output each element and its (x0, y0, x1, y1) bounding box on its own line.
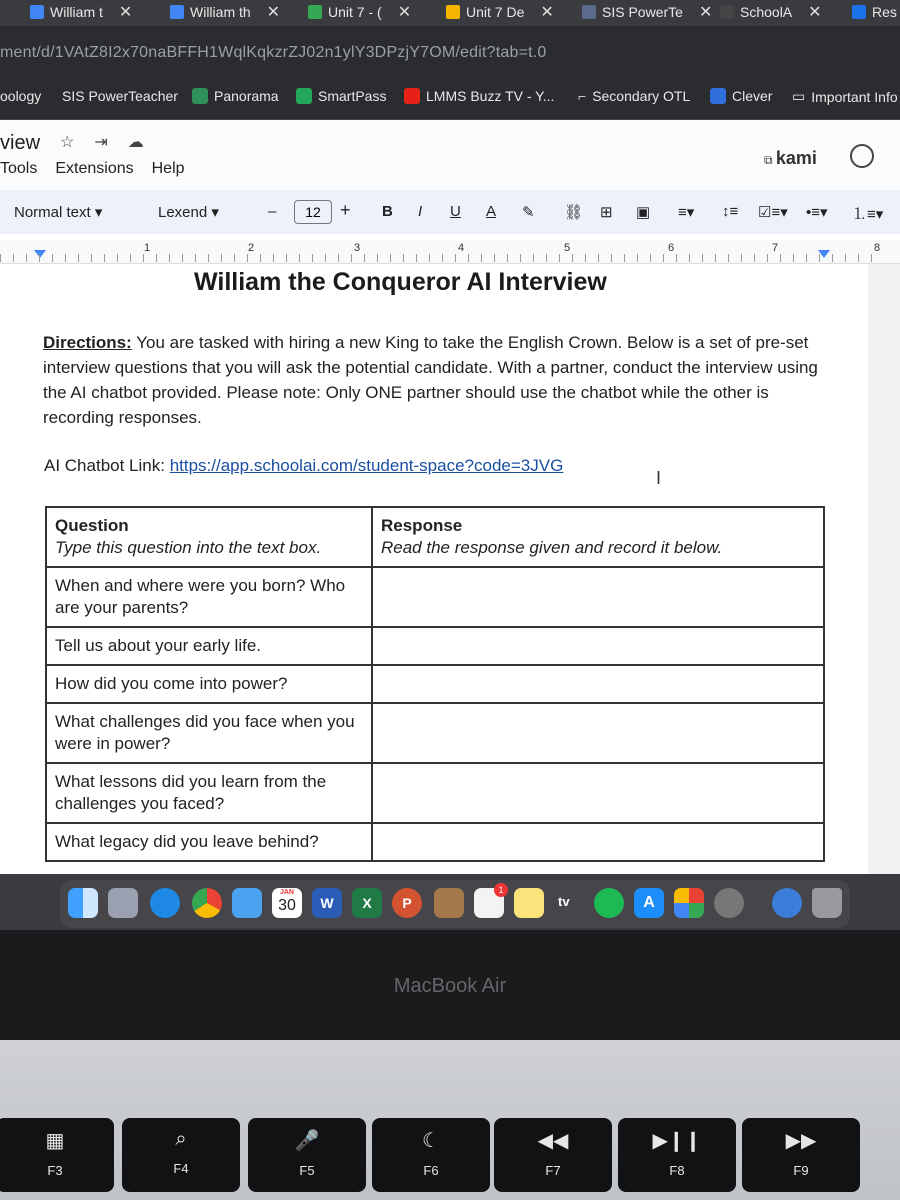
table-row (46, 567, 824, 627)
key-f7[interactable]: ◀◀ F7 (494, 1118, 612, 1192)
bullet-list-icon[interactable]: •≡▾ (806, 204, 828, 221)
close-tab-icon[interactable]: ✕ (266, 4, 281, 21)
bookmark-item[interactable]: LMMS Buzz TV - Y... (404, 88, 554, 104)
response-cell[interactable] (372, 823, 824, 861)
external-link-icon: ⧉ (764, 153, 776, 167)
ruler-number: 8 (874, 242, 881, 254)
calendar-icon[interactable]: JAN 30 (272, 888, 302, 918)
chatbot-link[interactable]: https://app.schoolai.com/student-space?code=3JVG (169, 456, 564, 475)
browser-tab[interactable]: Unit 7 - ( ✕ (308, 0, 411, 24)
browser-tab[interactable]: William t ✕ (30, 0, 132, 24)
key-f4[interactable]: ⌕ F4 (122, 1118, 240, 1192)
comment-icon[interactable]: ⊞ (600, 204, 613, 221)
line-spacing-icon[interactable]: ↕≡ (722, 203, 739, 220)
key-f5[interactable]: 🎤 F5 (248, 1118, 366, 1192)
ruler-number: 5 (564, 242, 571, 254)
highlight-icon[interactable]: ✎ (522, 204, 535, 221)
powerpoint-icon[interactable]: P (392, 888, 422, 918)
italic-button[interactable]: I (418, 203, 423, 220)
question-column-header[interactable]: Question Type this question into the text box. (46, 507, 372, 567)
response-column-header[interactable]: Response Read the response given and record it below. (372, 507, 824, 567)
ruler-number: 4 (458, 242, 465, 254)
system-settings-icon[interactable] (714, 888, 744, 918)
response-cell[interactable] (372, 665, 824, 703)
photos-icon[interactable] (674, 888, 704, 918)
close-tab-icon[interactable]: ✕ (540, 4, 554, 21)
question-cell[interactable]: What challenges did you face when you were in power? (46, 703, 372, 763)
browser-tab[interactable]: SchoolA ✕ (720, 0, 822, 24)
close-tab-icon[interactable]: ✕ (698, 4, 713, 21)
excel-icon[interactable]: X (352, 888, 382, 918)
ruler-number: 2 (248, 242, 255, 254)
table-header-row (46, 507, 824, 567)
underline-button[interactable]: U (450, 203, 461, 220)
bookmark-folder[interactable]: ▭ Important Info (792, 88, 898, 105)
contacts-icon[interactable] (434, 888, 464, 918)
moon-icon: ☾ (422, 1130, 440, 1152)
question-cell[interactable]: Tell us about your early life. (46, 627, 372, 665)
browser-tab[interactable]: William th ✕ (170, 0, 280, 24)
ruler-number: 7 (772, 242, 779, 254)
clever-icon (710, 88, 726, 104)
menu-extensions[interactable]: Extensions (55, 160, 134, 177)
close-tab-icon[interactable]: ✕ (118, 4, 133, 21)
increase-size-button[interactable]: + (340, 200, 351, 220)
rewind-icon: ◀◀ (537, 1130, 569, 1152)
laptop-brand: MacBook Air (393, 975, 507, 997)
panorama-icon (192, 88, 208, 104)
sis-icon (582, 5, 596, 19)
caret-down-icon: ▾ (211, 204, 219, 221)
key-f9[interactable]: ▶▶ F9 (742, 1118, 860, 1192)
notification-badge: 1 (494, 883, 508, 897)
formatting-toolbar (0, 190, 900, 234)
docs-icon (30, 5, 44, 19)
microphone-icon: 🎤 (294, 1130, 320, 1152)
youtube-icon (404, 88, 420, 104)
question-cell[interactable]: How did you come into power? (46, 665, 372, 703)
mission-control-icon: ▦ (45, 1130, 65, 1152)
spotify-icon[interactable] (594, 888, 624, 918)
font-size-input[interactable]: 12 (294, 200, 332, 224)
bookmark-item[interactable]: Clever (710, 88, 772, 104)
ruler (0, 240, 900, 264)
folder-icon: ▭ (792, 88, 806, 104)
url-text[interactable]: ment/d/1VAtZ8I2x70naBFFH1WqlKqkzrZJ02n1ylY3DPzjY7OM/edit?tab=t.0 (0, 44, 547, 61)
chrome-icon[interactable] (192, 888, 222, 918)
kami-button[interactable]: ⧉ kami (764, 148, 817, 168)
browser-tab-strip (0, 0, 900, 26)
menu-help[interactable]: Help (151, 160, 185, 177)
bookmark-item[interactable]: SIS PowerTeacher (62, 88, 178, 104)
docs-header (0, 120, 900, 190)
globe-icon[interactable] (772, 888, 802, 918)
directions-text: You are tasked with hiring a new King to take the English Crown. Below is a set of pre-set interview questions that you will ask the potential candidate. With a partner, conduct the interview using the AI chatbot provided. Please note: Only ONE partner should use the chatbot while the other is recording responses. (43, 333, 818, 427)
document-page[interactable] (0, 264, 868, 874)
response-cell[interactable] (372, 627, 824, 665)
question-cell[interactable]: When and where were you born? Who are your parents? (46, 567, 372, 627)
response-cell[interactable] (372, 763, 824, 823)
clever-icon (852, 5, 866, 19)
star-icon[interactable]: ☆ (60, 134, 75, 151)
bookmark-item[interactable]: Panorama (192, 88, 279, 104)
docs-icon (170, 5, 184, 19)
history-icon[interactable] (850, 144, 874, 168)
apple-tv-icon[interactable]: tv (558, 894, 570, 909)
bold-button[interactable]: B (382, 203, 393, 220)
finder-icon[interactable] (68, 888, 98, 918)
browser-tab[interactable]: SIS PowerTe ✕ (582, 0, 712, 24)
table-row (46, 627, 824, 665)
otl-icon: ⌐ (578, 88, 587, 104)
document-heading: William the Conqueror AI Interview (194, 268, 607, 296)
close-tab-icon[interactable]: ✕ (397, 4, 412, 21)
doc-title-fragment[interactable]: view (0, 132, 41, 154)
directions-paragraph (43, 330, 843, 430)
dock (60, 880, 850, 928)
table-row (46, 823, 824, 861)
decrease-size-button[interactable]: – (268, 203, 277, 220)
bookmark-item[interactable]: oology (0, 88, 42, 104)
browser-tab[interactable]: Res (852, 0, 897, 24)
key-f6[interactable]: ☾ F6 (372, 1118, 490, 1192)
response-cell[interactable] (372, 567, 824, 627)
checklist-icon[interactable]: ☑≡▾ (758, 204, 788, 221)
ruler-ticks (0, 254, 880, 262)
question-cell[interactable]: What lessons did you learn from the challenges you faced? (46, 763, 372, 823)
safari-icon[interactable] (150, 888, 180, 918)
menu-bar (0, 160, 185, 178)
table-row (46, 703, 824, 763)
key-f3[interactable]: ▦ F3 (0, 1118, 114, 1192)
word-icon[interactable]: W (312, 888, 342, 918)
smartpass-icon (296, 88, 312, 104)
chatbot-link-label: AI Chatbot Link: (44, 456, 165, 475)
bookmarks-bar (0, 80, 900, 120)
chatbot-link-line (44, 456, 563, 476)
image-icon[interactable]: ▣ (636, 204, 651, 221)
notes-icon[interactable] (514, 888, 544, 918)
text-cursor-icon: I (656, 468, 662, 488)
fast-forward-icon: ▶▶ (785, 1130, 817, 1152)
caret-down-icon: ▾ (94, 204, 103, 221)
page-gutter (868, 264, 900, 874)
font-dropdown[interactable]: Lexend ▾ (158, 204, 219, 221)
title-icons (60, 132, 144, 152)
drive-icon (308, 5, 322, 19)
ruler-number: 6 (668, 242, 675, 254)
table-row (46, 665, 824, 703)
menu-tools[interactable]: Tools (0, 160, 38, 177)
table-row (46, 763, 824, 823)
align-icon[interactable]: ≡▾ (678, 204, 695, 221)
link-icon[interactable]: ⛓ (564, 204, 584, 221)
mail-icon[interactable] (232, 888, 262, 918)
play-pause-icon: ▶❙❙ (652, 1130, 702, 1152)
question-cell[interactable]: What legacy did you leave behind? (46, 823, 372, 861)
app-store-icon[interactable]: A (634, 888, 664, 918)
close-tab-icon[interactable]: ✕ (808, 4, 822, 21)
slides-icon (446, 5, 460, 19)
interview-table (45, 506, 825, 862)
response-cell[interactable] (372, 703, 824, 763)
numbered-list-icon[interactable]: ⒈≡▾ (852, 206, 884, 223)
schoolai-icon (720, 5, 734, 19)
launchpad-icon[interactable] (108, 888, 138, 918)
directions-label: Directions: (43, 333, 132, 352)
address-bar[interactable] (0, 26, 900, 80)
ruler-number: 3 (354, 242, 361, 254)
ruler-number: 1 (144, 242, 151, 254)
bookmark-item[interactable]: ⌐ Secondary OTL (578, 88, 691, 104)
style-dropdown[interactable]: Normal text ▾ (14, 204, 103, 221)
trash-icon[interactable] (812, 888, 842, 918)
key-f8[interactable]: ▶❙❙ F8 (618, 1118, 736, 1192)
search-icon: ⌕ (175, 1128, 187, 1150)
cloud-icon[interactable]: ☁ (127, 134, 144, 151)
bookmark-item[interactable]: SmartPass (296, 88, 386, 104)
browser-tab[interactable]: Unit 7 De ✕ (446, 0, 554, 24)
move-icon[interactable]: ⇥ (94, 134, 108, 151)
text-color-button[interactable]: A (486, 203, 497, 220)
